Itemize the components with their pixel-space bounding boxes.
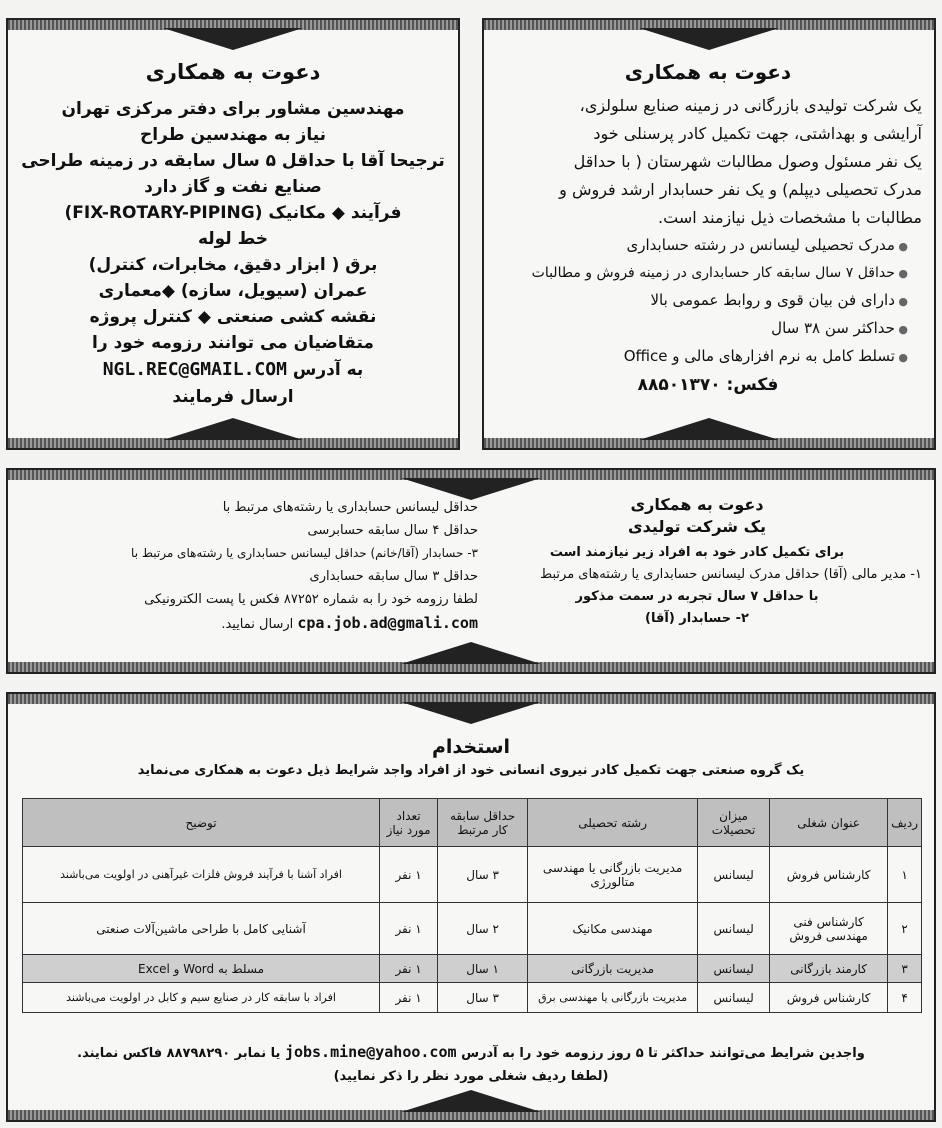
email-link[interactable]: cpa.job.ad@gmali.com [297,614,478,632]
requirement-item: ● تسلط کامل به نرم افزارهای مالی و Office [494,343,908,371]
ad-left-line: عمران (سیویل، سازه) ◆معماری [98,281,368,301]
ad-middle-line: با حداقل ۷ سال تجربه در سمت مذکور [575,589,819,604]
ad-left-title: دعوت به همکاری [145,60,321,84]
email-link[interactable]: NGL.REC@GMAIL.COM [102,359,287,380]
ad-right-line: یک نفر مسئول وصول مطالبات شهرستان ( با حداقل [573,152,922,171]
table-cell: لیسانس [698,847,770,903]
ad-bottom-subtitle: یک گروه صنعتی جهت تکمیل کادر نیروی انسانی خود از افراد واجد شرایط ذیل دعوت به همکاری می‌نماید [137,763,805,778]
requirement-item: ● دارای فن بیان قوی و روابط عمومی بالا [494,287,908,315]
ad-middle-email-line [68,611,478,637]
table-cell: ۱ [888,847,922,903]
email-link[interactable]: jobs.mine@yahoo.com [284,1043,457,1061]
ad-bottom-footer [18,1040,924,1066]
table-row [23,983,922,1013]
table-row [23,847,922,903]
header-experience: حداقل سابقه کار مرتبط [438,799,528,847]
requirement-item: ● حداکثر سن ۳۸ سال [494,315,908,343]
ad-left-line: ارسال فرمایند [172,387,294,407]
table-cell: کارشناس فنی مهندسی فروش [770,903,888,955]
requirement-item: ● مدرک تحصیلی لیسانس در رشته حسابداری [494,232,908,260]
ad-left-line: متقاضیان می توانند رزومه خود را [92,333,374,353]
requirement-item: ● حداقل ۷ سال سابقه کار حسابداری در زمینه فروش و مطالبات [494,260,908,287]
table-cell: ۳ [888,955,922,983]
ad-left-line: برق ( ابزار دقیق، مخابرات، کنترل) [88,255,378,275]
ad-middle-line: لطفا رزومه خود را به شماره ۸۷۲۵۲ فکس یا پست الکترونیکی [144,592,478,607]
ad-middle-line: ۱- مدیر مالی (آقا) حداقل مدرک لیسانس حسابداری یا رشته‌های مرتبط [540,567,922,582]
footer-suffix: یا نمابر ۸۸۷۹۸۲۹۰ فاکس نمایند. [77,1046,281,1061]
send-label: ارسال نمایید. [221,617,294,632]
table-cell: کارشناس فروش [770,983,888,1013]
table-cell: ۳ سال [438,983,528,1013]
table-cell: ۱ نفر [380,847,438,903]
table-cell: کارشناس فروش [770,847,888,903]
jobs-table [22,798,922,1013]
table-cell: لیسانس [698,955,770,983]
ad-left-line: نقشه کشی صنعتی ◆ کنترل پروژه [89,307,377,327]
ad-left-line: ترجیحا آقا با حداقل ۵ سال سابقه در زمینه طراحی [21,151,445,171]
table-cell: مدیریت بازرگانی یا مهندسی متالورژی [528,847,698,903]
table-cell: لیسانس [698,903,770,955]
ad-middle-line: ۳- حسابدار (آقا/خانم) حداقل لیسانس حسابداری یا رشته‌های مرتبط با [131,546,478,560]
table-cell: ۱ نفر [380,955,438,983]
ad-right-line: آرایشی و بهداشتی، جهت تکمیل کادر پرسنلی خود [593,124,922,143]
table-cell: مدیریت بازرگانی [528,955,698,983]
ad-middle-line: حداقل ۴ سال سابقه حسابرسی [307,523,478,538]
table-cell: ۱ سال [438,955,528,983]
ad-middle-line: ۲- حسابدار (آقا) [645,611,749,626]
ad-middle-line: برای تکمیل کادر خود به افراد زیر نیازمند است [549,545,845,560]
ad-bottom-note: (لطفا ردیف شغلی مورد نظر را ذکر نمایید) [333,1069,609,1084]
table-cell: آشنایی کامل با طراحی ماشین‌آلات صنعتی [23,903,380,955]
table-cell: مهندسی مکانیک [528,903,698,955]
header-field: رشته تحصیلی [528,799,698,847]
address-label: به آدرس [292,360,364,380]
footer-prefix: واجدین شرایط می‌توانند حداکثر تا ۵ روز رزومه خود را به آدرس [461,1046,865,1061]
ad-middle-line: حداقل لیسانس حسابداری یا رشته‌های مرتبط با [222,500,478,515]
fax-number: فکس: ۸۸۵۰۱۳۷۰ [637,375,779,395]
ad-middle-title: دعوت به همکاری [630,495,764,514]
table-cell: ۳ سال [438,847,528,903]
header-education-level: میزان تحصیلات [698,799,770,847]
ad-right-line: یک شرکت تولیدی بازرگانی در زمینه صنایع سلولزی، [579,96,922,115]
ad-bottom-hiring [6,692,936,1122]
table-cell: مدیریت بازرگانی یا مهندسی برق [528,983,698,1013]
table-cell: لیسانس [698,983,770,1013]
ad-middle-line: حداقل ۳ سال سابقه حسابداری [309,569,478,584]
ad-middle-finance [6,468,936,674]
ad-bottom-title: استخدام [431,736,511,758]
table-cell: ۲ [888,903,922,955]
table-row [23,903,922,955]
header-count: تعداد مورد نیاز [380,799,438,847]
ad-left-address [18,356,448,384]
ad-left-line: صنایع نفت و گاز دارد [144,177,322,197]
ad-right-accountant [482,18,936,450]
ad-middle-subtitle: یک شرکت تولیدی [628,517,766,536]
ad-left-engineers [6,18,460,450]
table-cell: افراد با سابقه کار در صنایع سیم و کابل در اولویت می‌باشند [23,983,380,1013]
table-cell: ۴ [888,983,922,1013]
table-cell: ۱ نفر [380,983,438,1013]
ad-left-line: مهندسین مشاور برای دفتر مرکزی تهران [61,99,405,119]
ad-left-line: فرآیند ◆ مکانیک (FIX-ROTARY-PIPING) [64,203,402,223]
table-cell: ۱ نفر [380,903,438,955]
table-cell: مسلط به Word و Excel [23,955,380,983]
header-row-number: ردیف [888,799,922,847]
table-cell: ۲ سال [438,903,528,955]
ad-left-line: نیاز به مهندسین طراح [139,125,327,145]
table-cell: افراد آشنا با فرآیند فروش فلزات غیرآهنی در اولویت می‌باشند [23,847,380,903]
ad-right-line: مطالبات با مشخصات ذیل نیازمند است. [658,208,922,227]
ad-left-line: خط لوله [197,229,269,249]
ad-right-line: مدرک تحصیلی دیپلم) و یک نفر حسابدار ارشد فروش و [559,180,922,199]
ad-right-title: دعوت به همکاری [624,60,792,84]
header-job-title: عنوان شغلی [770,799,888,847]
table-cell: کارمند بازرگانی [770,955,888,983]
header-description: توضیح [23,799,380,847]
table-row [23,955,922,983]
